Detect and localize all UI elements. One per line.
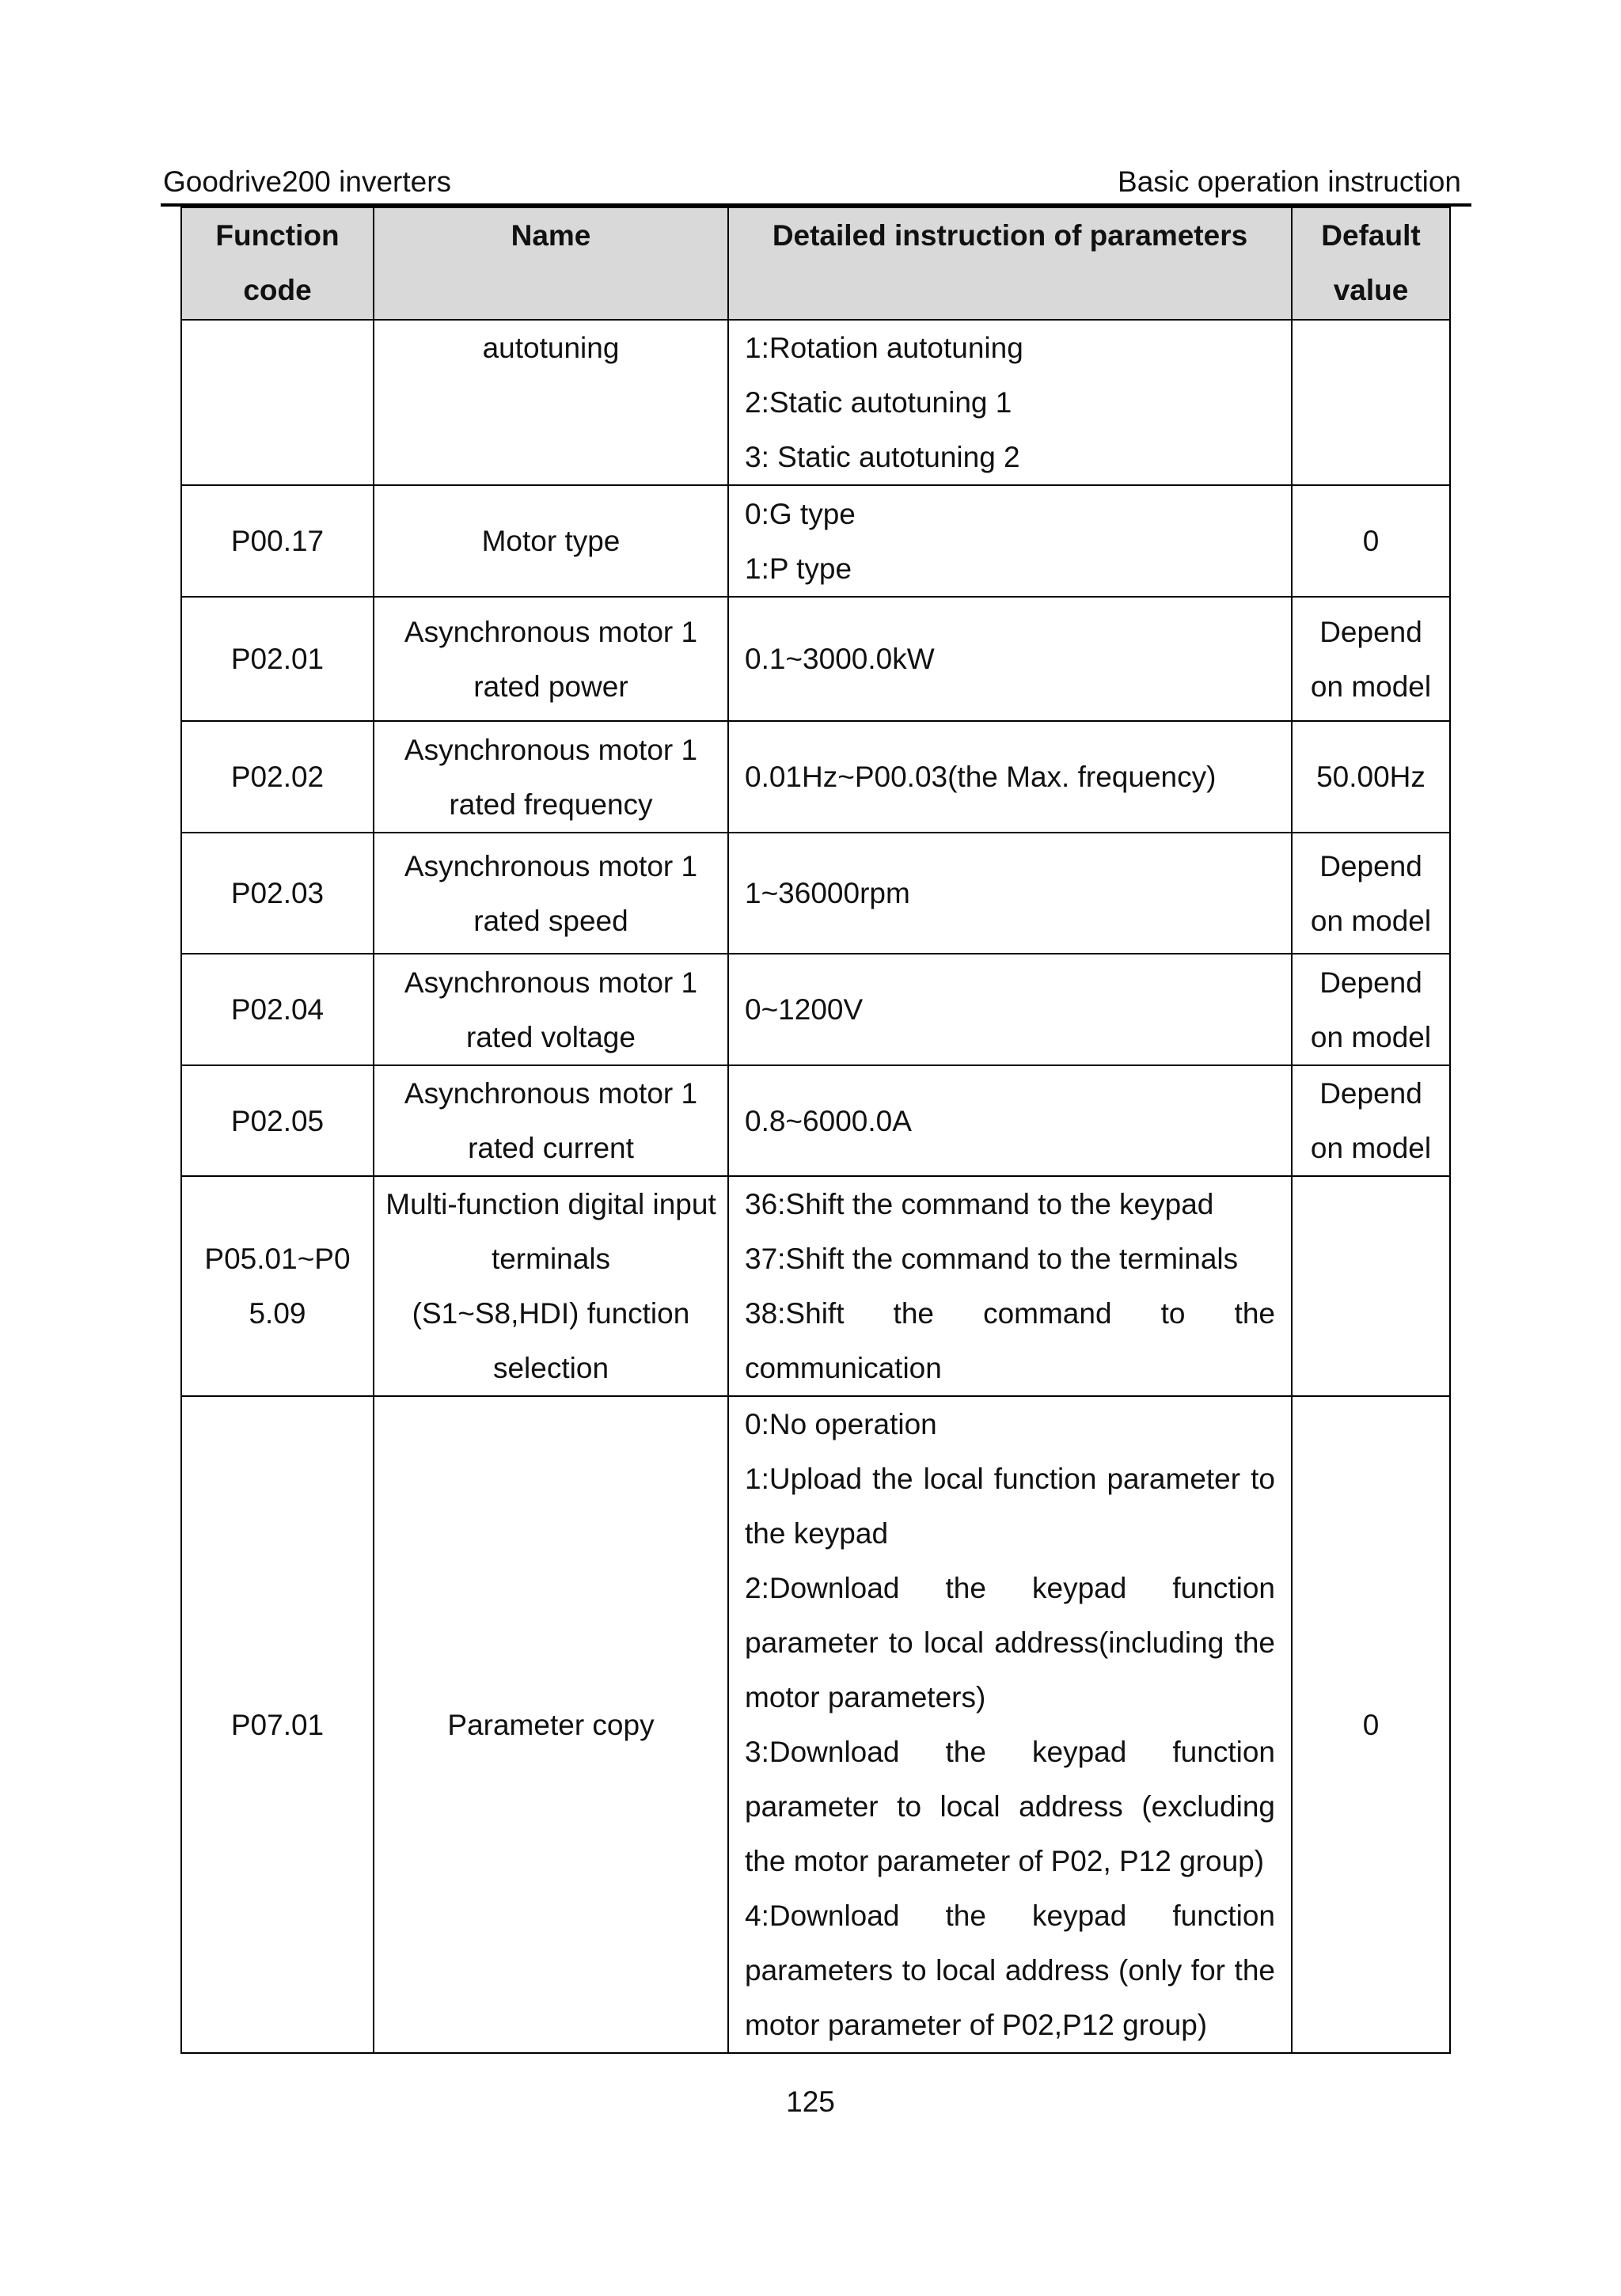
default-value-cell: 0	[1292, 485, 1450, 597]
default-value-cell: 0	[1292, 1396, 1450, 2053]
default-value-cell	[1292, 1176, 1450, 1396]
parameter-table	[180, 207, 1451, 2054]
description-cell: 0.8~6000.0A	[728, 1065, 1292, 1176]
name-cell: Asynchronous motor 1 rated frequency	[374, 721, 728, 833]
default-value-cell: Depend on model	[1292, 954, 1450, 1065]
column-header-default-value: Default value	[1292, 207, 1450, 320]
description-cell: 1~36000rpm	[728, 833, 1292, 954]
function-code-cell: P00.17	[181, 485, 374, 597]
name-cell: Multi-function digital input terminals (S1~S8,HDI) function selection	[374, 1176, 728, 1396]
name-cell: autotuning	[374, 320, 728, 485]
default-value-cell: Depend on model	[1292, 597, 1450, 721]
default-value-cell: Depend on model	[1292, 1065, 1450, 1176]
name-cell: Asynchronous motor 1 rated voltage	[374, 954, 728, 1065]
default-value-cell	[1292, 320, 1450, 485]
function-code-cell: P02.02	[181, 721, 374, 833]
table-row	[181, 954, 1450, 1065]
function-code-cell: P05.01~P0 5.09	[181, 1176, 374, 1396]
table-row	[181, 1176, 1450, 1396]
name-cell: Asynchronous motor 1 rated current	[374, 1065, 728, 1176]
function-code-cell: P02.05	[181, 1065, 374, 1176]
table-row	[181, 1396, 1450, 2053]
name-cell: Parameter copy	[374, 1396, 728, 2053]
function-code-cell: P02.04	[181, 954, 374, 1065]
table-row	[181, 320, 1450, 485]
table-row	[181, 833, 1450, 954]
table-row	[181, 597, 1450, 721]
description-cell: 0:G type 1:P type	[728, 485, 1292, 597]
table-row	[181, 485, 1450, 597]
function-code-cell: P02.03	[181, 833, 374, 954]
page-number: 125	[786, 2085, 835, 2118]
name-cell: Asynchronous motor 1 rated speed	[374, 833, 728, 954]
table-header-row	[181, 207, 1450, 320]
description-cell: 1:Rotation autotuning 2:Static autotuning 1 3: Static autotuning 2	[728, 320, 1292, 485]
description-cell: 0.01Hz~P00.03(the Max. frequency)	[728, 721, 1292, 833]
column-header-function-code: Function code	[181, 207, 374, 320]
name-cell: Asynchronous motor 1 rated power	[374, 597, 728, 721]
column-header-name: Name	[374, 207, 728, 320]
function-code-cell: P02.01	[181, 597, 374, 721]
default-value-cell: 50.00Hz	[1292, 721, 1450, 833]
table-row	[181, 721, 1450, 833]
table-row	[181, 1065, 1450, 1176]
description-cell: 0~1200V	[728, 954, 1292, 1065]
header-product-title: Goodrive200 inverters	[163, 165, 452, 198]
column-header-description: Detailed instruction of parameters	[728, 207, 1292, 320]
name-cell: Motor type	[374, 485, 728, 597]
function-code-cell	[181, 320, 374, 485]
description-cell: 0:No operation 1:Upload the local function parameter to the keypad 2:Download the keypad function parameter to local address(including the motor parameters) 3:Download the keypad function parameter to local address (excluding the motor parameter of P02, P12 group) 4:Download the keypad function parameters to local address (only for the motor parameter of P02,P12 group)	[728, 1396, 1292, 2053]
function-code-cell: P07.01	[181, 1396, 374, 2053]
description-cell: 36:Shift the command to the keypad 37:Shift the command to the terminals 38:Shift the command to the communication	[728, 1176, 1292, 1396]
header-section-title: Basic operation instruction	[1118, 165, 1461, 198]
default-value-cell: Depend on model	[1292, 833, 1450, 954]
description-cell: 0.1~3000.0kW	[728, 597, 1292, 721]
